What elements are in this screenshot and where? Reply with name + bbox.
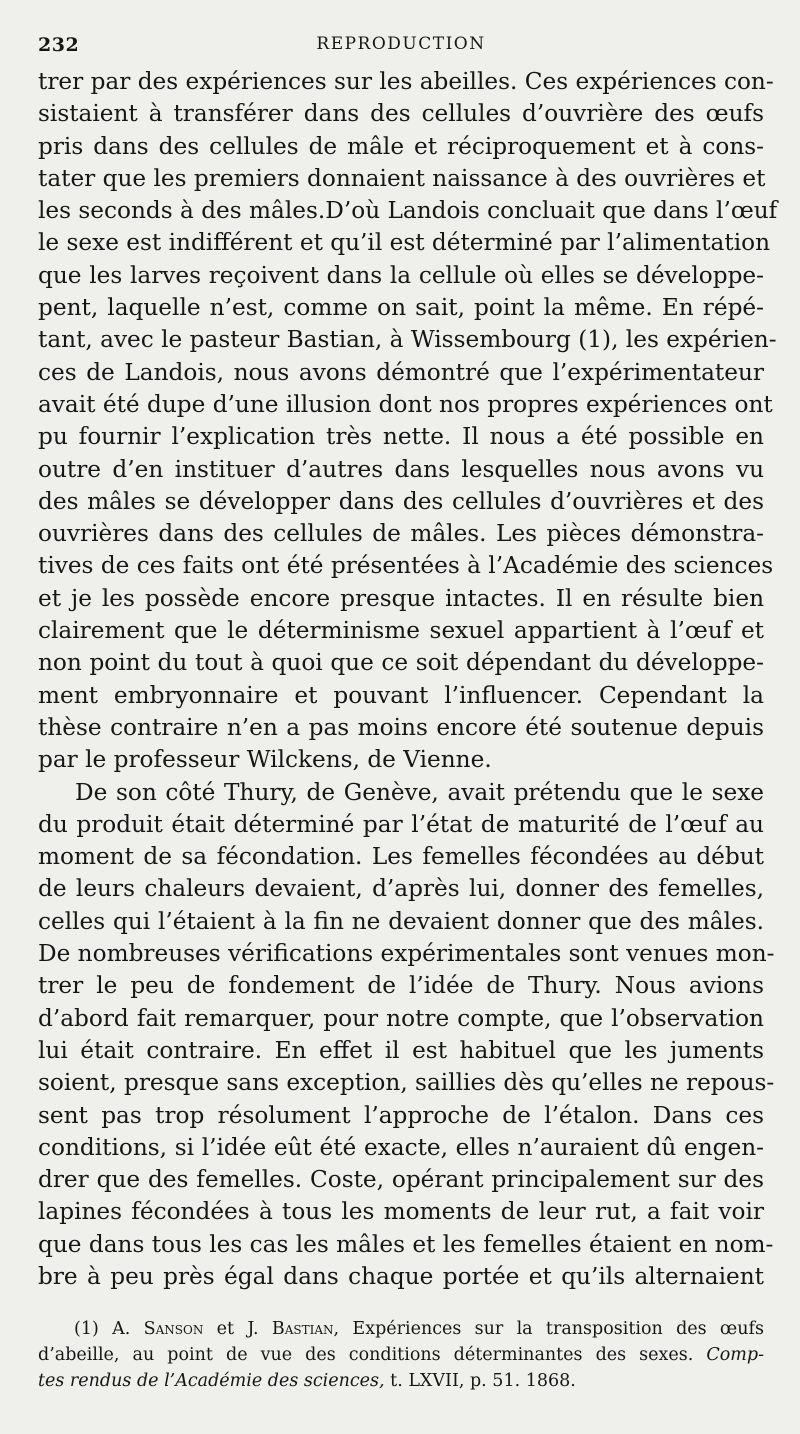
text-line: sent pas trop résolument l’approche de l’étalon. Dans ces xyxy=(38,1101,764,1129)
footnote-conj: et xyxy=(216,1319,235,1339)
body-text xyxy=(38,66,778,1293)
text-line: que les larves reçoivent dans la cellule où elles se développe- xyxy=(38,261,764,289)
paragraph-2 xyxy=(38,777,775,1294)
text-line: ment embryonnaire et pouvant l’influencer. Cependant la xyxy=(38,681,764,709)
text-line: conditions, si l’idée eût été exacte, elles n’auraient dû engen- xyxy=(38,1133,764,1161)
text-line: ouvrières dans des cellules de mâles. Les pièces démonstra- xyxy=(38,520,764,548)
text-line: moment de sa fécondation. Les femelles fécondées au début xyxy=(38,843,764,871)
text-line: par le professeur Wilckens, de Vienne. xyxy=(38,746,492,774)
text-line: de leurs chaleurs devaient, d’après lui, donner des femelles, xyxy=(38,875,764,903)
footnote-title: Expériences sur la transposition des œufs xyxy=(352,1319,764,1339)
text-line: clairement que le déterminisme sexuel appartient à l’œuf et xyxy=(38,617,764,645)
footnote-author-2: J. Bastian, xyxy=(247,1319,340,1339)
text-line: trer le peu de fondement de l’idée de Thury. Nous avions xyxy=(38,972,764,1000)
text-line: ces de Landois, nous avons démontré que l’expérimentateur xyxy=(38,358,764,386)
footnote xyxy=(38,1316,764,1394)
text-line: soient, presque sans exception, saillies dès qu’elles ne repous- xyxy=(38,1069,775,1097)
text-line: que dans tous les cas les mâles et les femelles étaient en nom- xyxy=(38,1230,774,1258)
text-line: du produit était déterminé par l’état de maturité de l’œuf au xyxy=(38,810,764,838)
text-line: De nombreuses vérifications expérimentales sont venues mon- xyxy=(38,940,775,968)
text-line: drer que des femelles. Coste, opérant principalement sur des xyxy=(38,1166,764,1194)
footnote-line-3: tes rendus de l’Académie des sciences, t. LXVII, p. 51. 1868. xyxy=(38,1371,576,1391)
page-header xyxy=(38,26,764,66)
footnote-line-1 xyxy=(38,1316,764,1342)
text-line: tives de ces faits ont été présentées à l’Académie des sciences xyxy=(38,552,774,580)
text-line: sistaient à transférer dans des cellules d’ouvrière des œufs xyxy=(38,100,764,128)
text-line: et je les possède encore presque intactes. Il en résulte bien xyxy=(38,584,764,612)
running-head: REPRODUCTION xyxy=(316,34,486,54)
page-number: 232 xyxy=(38,34,80,56)
text-line: tater que les premiers donnaient naissance à des ouvrières et xyxy=(38,164,766,192)
text-line: d’abord fait remarquer, pour notre compte, que l’observation xyxy=(38,1004,764,1032)
paragraph-1 xyxy=(38,66,778,777)
text-line: non point du tout à quoi que ce soit dépendant du développe- xyxy=(38,649,764,677)
footnote-author-1: A. Sanson xyxy=(112,1319,204,1339)
text-line: le sexe est indifférent et qu’il est déterminé par l’alimentation xyxy=(38,229,771,257)
text-line: les seconds à des mâles.D’où Landois concluait que dans l’œuf xyxy=(38,197,778,225)
text-line: trer par des expériences sur les abeilles. Ces expériences con- xyxy=(38,68,774,95)
text-line: lui était contraire. En effet il est habituel que les juments xyxy=(38,1036,764,1064)
text-line: pris dans des cellules de mâle et réciproquement et à cons- xyxy=(38,132,764,160)
text-line: celles qui l’étaient à la fin ne devaient donner que des mâles. xyxy=(38,907,764,935)
text-line: thèse contraire n’en a pas moins encore été soutenue depuis xyxy=(38,713,764,741)
text-line: avait été dupe d’une illusion dont nos propres expériences ont xyxy=(38,390,773,418)
footnote-marker: (1) xyxy=(74,1319,99,1339)
text-line: outre d’en instituer d’autres dans lesquelles nous avons vu xyxy=(38,455,764,483)
text-line: pent, laquelle n’est, comme on sait, point la même. En répé- xyxy=(38,294,764,322)
footnote-line-2: d’abeille, au point de vue des conditions déterminantes des sexes. Comp- xyxy=(38,1345,764,1365)
text-line: De son côté Thury, de Genève, avait prétendu que le sexe xyxy=(75,778,764,806)
text-line: lapines fécondées à tous les moments de leur rut, a fait voir xyxy=(38,1198,764,1226)
text-line: bre à peu près égal dans chaque portée et qu’ils alternaient xyxy=(38,1262,764,1290)
text-line: des mâles se développer dans des cellules d’ouvrières et des xyxy=(38,487,764,515)
text-line: pu fournir l’explication très nette. Il nous a été possible en xyxy=(38,423,764,451)
text-line: tant, avec le pasteur Bastian, à Wissembourg (1), les expérien- xyxy=(38,326,777,354)
